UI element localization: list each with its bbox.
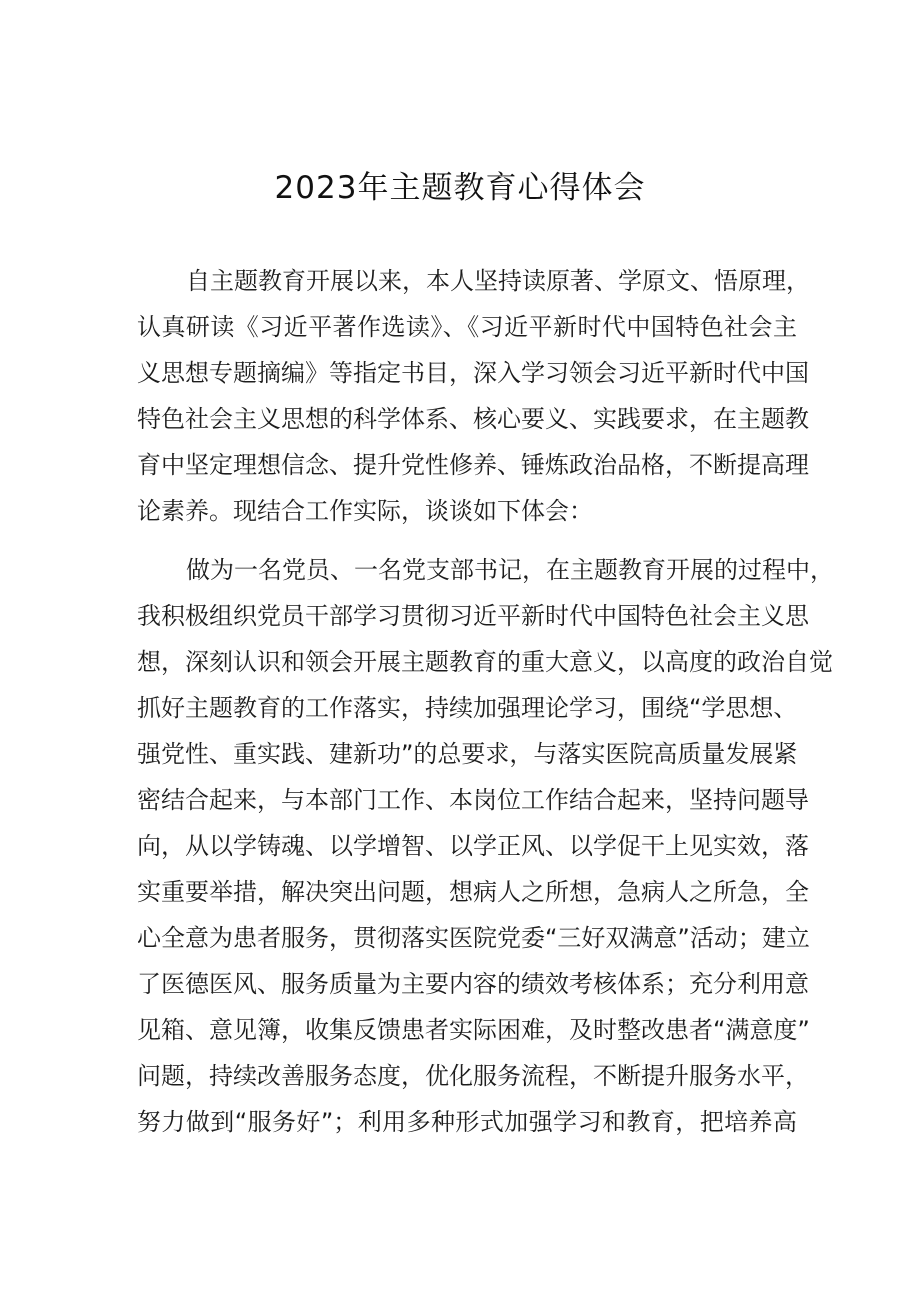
paragraph-2-line: 密结合起来，与本部门工作、本岗位工作结合起来，坚持问题导 xyxy=(137,786,809,814)
paragraph-2-line: 想，深刻认识和领会开展主题教育的重大意义，以高度的政治自觉 xyxy=(137,648,833,676)
paragraph-2-line: 心全意为患者服务，贯彻落实医院党委“三好双满意”活动；建立 xyxy=(137,924,810,952)
paragraph-2-line: 强党性、重实践、建新功”的总要求，与落实医院高质量发展紧 xyxy=(137,740,798,768)
paragraph-1-line: 义思想专题摘编》等指定书目，深入学习领会习近平新时代中国 xyxy=(137,359,809,387)
paragraph-1-line: 特色社会主义思想的科学体系、核心要义、实践要求，在主题教 xyxy=(137,405,809,433)
paragraph-2-line: 我积极组织党员干部学习贯彻习近平新时代中国特色社会主义思 xyxy=(137,602,809,630)
paragraph-2-line: 向，从以学铸魂、以学增智、以学正风、以学促干上见实效，落 xyxy=(137,832,809,860)
paragraph-2-line: 见箱、意见簿，收集反馈患者实际困难，及时整改患者“满意度” xyxy=(137,1016,810,1044)
paragraph-1-line: 论素养。现结合工作实际，谈谈如下体会： xyxy=(137,497,593,525)
paragraph-2-line: 做为一名党员、一名党支部书记，在主题教育开展的过程中， xyxy=(186,556,834,584)
paragraph-2-line: 实重要举措，解决突出问题，想病人之所想，急病人之所急，全 xyxy=(137,878,809,906)
document-title: 2023年主题教育心得体会 xyxy=(274,170,646,206)
paragraph-1-line: 认真研读《习近平著作选读》、《习近平新时代中国特色社会主 xyxy=(137,313,797,341)
paragraph-1-line: 自主题教育开展以来，本人坚持读原著、学原文、悟原理， xyxy=(186,267,810,295)
paragraph-2-line: 了医德医风、服务质量为主要内容的绩效考核体系；充分利用意 xyxy=(137,970,809,998)
paragraph-2-line: 抓好主题教育的工作落实，持续加强理论学习，围绕“学思想、 xyxy=(137,694,798,722)
paragraph-1-line: 育中坚定理想信念、提升党性修养、锤炼政治品格，不断提高理 xyxy=(137,451,809,479)
paragraph-2-line: 问题，持续改善服务态度，优化服务流程，不断提升服务水平， xyxy=(137,1062,809,1090)
paragraph-2-line: 努力做到“服务好”；利用多种形式加强学习和教育，把培养高 xyxy=(137,1108,797,1136)
